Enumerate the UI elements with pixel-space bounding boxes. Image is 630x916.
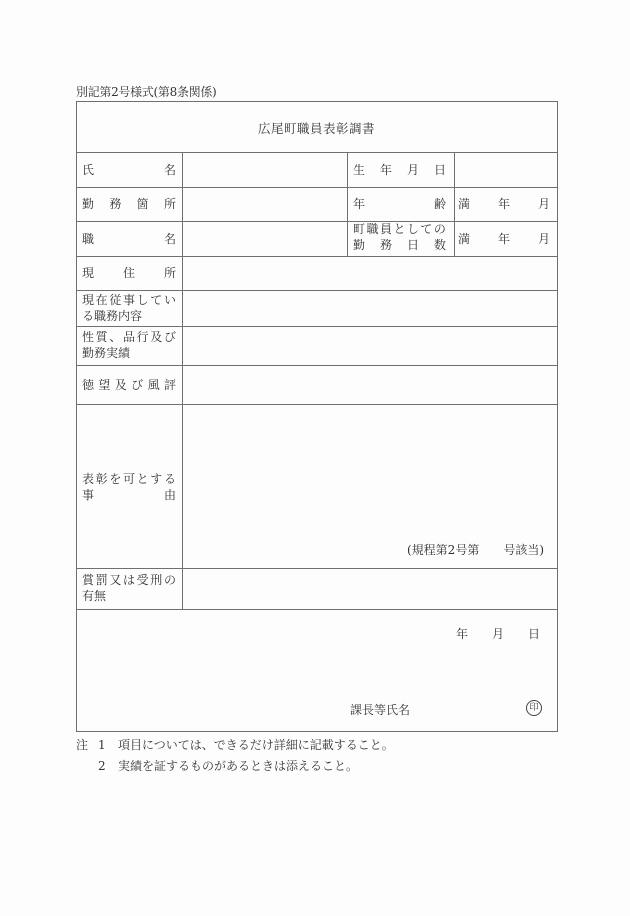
input-job-title[interactable]	[184, 222, 346, 255]
input-current-duties[interactable]	[184, 291, 556, 325]
input-punishment[interactable]	[184, 569, 556, 608]
input-reason[interactable]	[184, 405, 556, 540]
label-reason: 表 彰 を 可 と す る 事 由	[82, 472, 176, 502]
input-name[interactable]	[184, 153, 346, 186]
regulation-reference: (規程第2号第 号該当)	[407, 543, 544, 557]
label-address: 現 住 所	[82, 266, 176, 280]
label-workplace: 勤 務 箇 所	[82, 197, 176, 211]
input-address[interactable]	[184, 257, 556, 289]
label-age: 年 齢	[353, 197, 446, 211]
input-signer-name[interactable]	[420, 698, 520, 720]
input-birthdate[interactable]	[456, 153, 556, 186]
note-1: 注 1 項目については、できるだけ詳細に記載すること。	[76, 738, 394, 752]
label-job-title: 職 名	[82, 232, 176, 246]
label-reputation: 徳 望 及 び 風 評	[82, 378, 176, 392]
input-age[interactable]: 満 年 月	[458, 197, 550, 211]
notes	[76, 736, 394, 776]
label-service-days: 町 職 員 と し て の 勤 務 日 数	[353, 222, 446, 252]
footer-date[interactable]: 年 月 日	[456, 627, 540, 641]
form-title: 広尾町職員表彰調書	[257, 121, 375, 136]
label-name: 氏 名	[82, 163, 176, 177]
input-service-days[interactable]: 満 年 月	[458, 232, 550, 246]
input-reputation[interactable]	[184, 366, 556, 403]
label-birthdate: 生 年 月 日	[353, 163, 446, 177]
label-character: 性 質 、 品 行 及 び 勤務実績	[82, 330, 176, 360]
form-caption: 別記第2号様式(第8条関係)	[76, 85, 217, 99]
signer-label: 課長等氏名	[350, 703, 411, 717]
input-character[interactable]	[184, 327, 556, 364]
input-workplace[interactable]	[184, 188, 346, 220]
label-punishment: 賞 罰 又 は 受 刑 の 有無	[82, 573, 176, 603]
seal-icon: 印	[526, 700, 542, 716]
note-2: 2 実績を証するものがあるときは添えること。	[98, 759, 359, 773]
label-current-duties: 現 在 従 事 し て い る職務内容	[82, 293, 176, 323]
